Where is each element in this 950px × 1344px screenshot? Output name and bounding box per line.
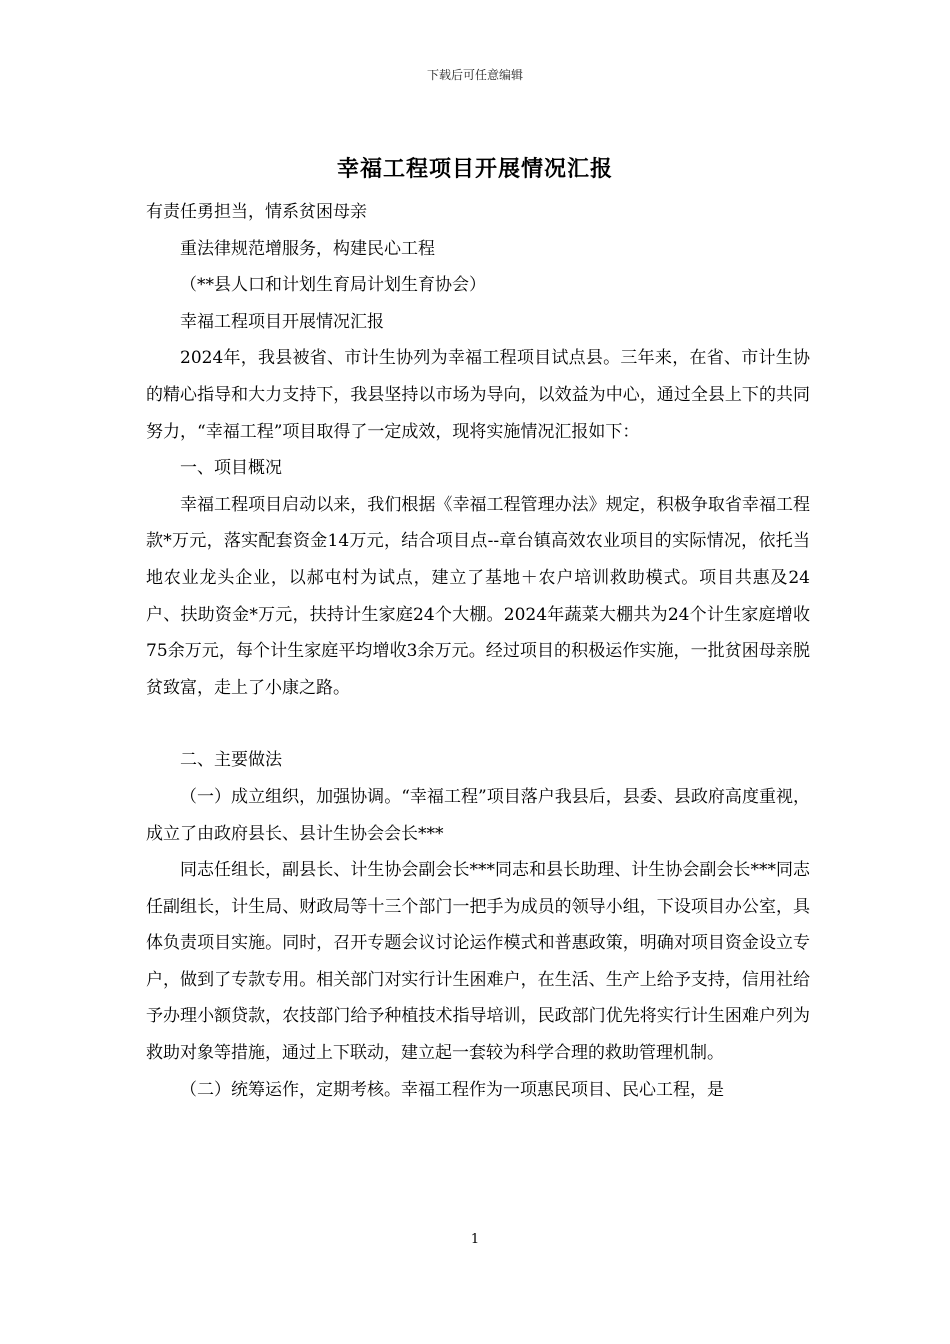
subtitle-line: 有责任勇担当，情系贫困母亲 (146, 202, 367, 222)
paragraph-gap (146, 706, 810, 742)
body-paragraph: 同志任组长，副县长、计生协会副会长***同志和县长助理、计生协会副会长***同志任副组长，计生局、财政局等十三个部门一把手为成员的领导小组，下设项目办公室，具体负责项目实施。同时，召开专题会议讨论运作模式和普惠政策，明确对项目资金设立专户，做到了专款专用。相关部门对实行计生困难户，在生活、生产上给予支持，信用社给予办理小额贷款，农技部门给予种植技术指导培训，民政部门优先将实行计生困难户列为救助对象等措施，通过上下联动，建立起一套较为科学合理的救助管理机制。 (146, 860, 810, 1064)
body-paragraph: （一）成立组织，加强协调。“幸福工程”项目落户我县后，县委、县政府高度重视，成立了由政府县长、县计生协会会长*** (146, 786, 810, 844)
header-note: 下载后可任意编辑 (426, 68, 523, 82)
body-paragraph: 幸福工程项目启动以来，我们根据《幸福工程管理办法》规定，积极争取省幸福工程款*万元，落实配套资金14万元，结合项目点--章台镇高效农业项目的实际情况，依托当地农业龙头企业，以郝屯村为试点，建立了基地＋农户培训救助模式。项目共惠及24户、扶助资金*万元，扶持计生家庭24个大棚。2024年蔬菜大棚共为24个计生家庭增收75余万元，每个计生家庭平均增收3余万元。经过项目的积极运作实施，一批贫困母亲脱贫致富，走上了小康之路。 (146, 494, 810, 698)
section-heading: 二、主要做法 (180, 750, 282, 771)
section-heading: 一、项目概况 (180, 458, 282, 479)
subtitle-line: 重法律规范增服务，构建民心工程 (180, 238, 435, 259)
document-body (146, 194, 810, 1108)
document-title: 幸福工程项目开展情况汇报 (336, 156, 613, 182)
author-line: （**县人口和计划生育局计划生育协会） (180, 275, 486, 296)
body-paragraph: 2024年，我县被省、市计生协列为幸福工程项目试点县。三年来，在省、市计生协的精心指导和大力支持下，我县坚持以市场为导向，以效益为中心，通过全县上下的共同努力，“幸福工程”项目取得了一定成效，现将实施情况汇报如下： (146, 348, 810, 442)
page-number: 1 (470, 1232, 480, 1247)
body-paragraph: （二）统筹运作，定期考核。幸福工程作为一项惠民项目、民心工程，是 (180, 1079, 724, 1100)
report-heading: 幸福工程项目开展情况汇报 (180, 311, 384, 332)
